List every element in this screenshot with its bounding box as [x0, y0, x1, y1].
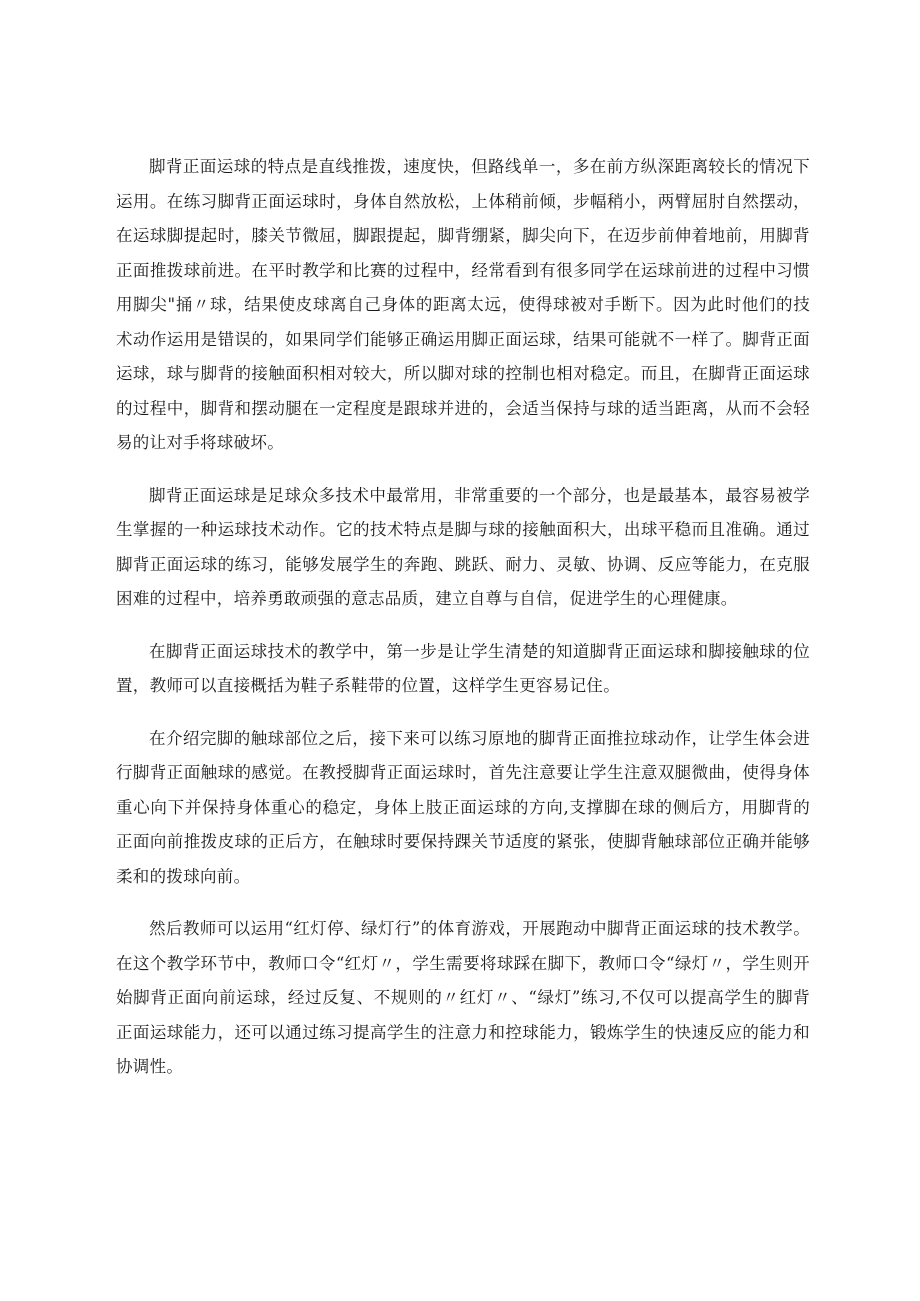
- document-body: [116, 150, 810, 1103]
- paragraph-1: 脚背正面运球的特点是直线推拨，速度快，但路线单一，多在前方纵深距离较长的情况下运用。在练习脚背正面运球时，身体自然放松，上体稍前倾，步幅稍小，两臂屈肘自然摆动，在运球脚提起时，膝关节微屈，脚跟提起，脚背绷紧，脚尖向下，在迈步前伸着地前，用脚背正面推拨球前进。在平时教学和比赛的过程中，经常看到有很多同学在运球前进的过程中习惯用脚尖"捅〃球，结果使皮球离自己身体的距离太远，使得球被对手断下。因为此时他们的技术动作运用是错误的，如果同学们能够正确运用脚正面运球，结果可能就不一样了。脚背正面运球，球与脚背的接触面积相对较大，所以脚对球的控制也相对稳定。而且，在脚背正面运球的过程中，脚背和摆动腿在一定程度是跟球并进的，会适当保持与球的适当距离，从而不会轻易的让对手将球破坏。: [116, 157, 810, 452]
- paragraph-3: 在脚背正面运球技术的教学中，第一步是让学生清楚的知道脚背正面运球和脚接触球的位置，教师可以直接概括为鞋子系鞋带的位置，这样学生更容易记住。: [116, 641, 810, 695]
- paragraph-2: 脚背正面运球是足球众多技术中最常用，非常重要的一个部分，也是最基本，最容易被学生掌握的一种运球技术动作。它的技术特点是脚与球的接触面积大，出球平稳而且准确。通过脚背正面运球的练习，能够发展学生的奔跑、跳跃、耐力、灵敏、协调、反应等能力，在克服困难的过程中，培养勇敢顽强的意志品质，建立自尊与自信，促进学生的心理健康。: [116, 485, 810, 608]
- paragraph-4: 在介绍完脚的触球部位之后，接下来可以练习原地的脚背正面推拉球动作，让学生体会进行脚背正面触球的感觉。在教授脚背正面运球时，首先注意要让学生注意双腿微曲，使得身体重心向下并保持身体重心的稳定，身体上肢正面运球的方向,支撑脚在球的侧后方，用脚背的正面向前推拨皮球的正后方，在触球时要保持踝关节适度的紧张，使脚背触球部位正确并能够柔和的拨球向前。: [116, 728, 810, 886]
- paragraph-5: 然后教师可以运用“红灯停、绿灯行”的体育游戏，开展跑动中脚背正面运球的技术教学。在这个教学环节中，教师口令“红灯〃，学生需要将球踩在脚下，教师口令“绿灯〃，学生则开始脚背正面向前运球，经过反复、不规则的〃红灯〃、“绿灯”练习,不仅可以提高学生的脚背正面运球能力，还可以通过练习提高学生的注意力和控球能力，锻炼学生的快速反应的能力和协调性。: [116, 919, 810, 1076]
